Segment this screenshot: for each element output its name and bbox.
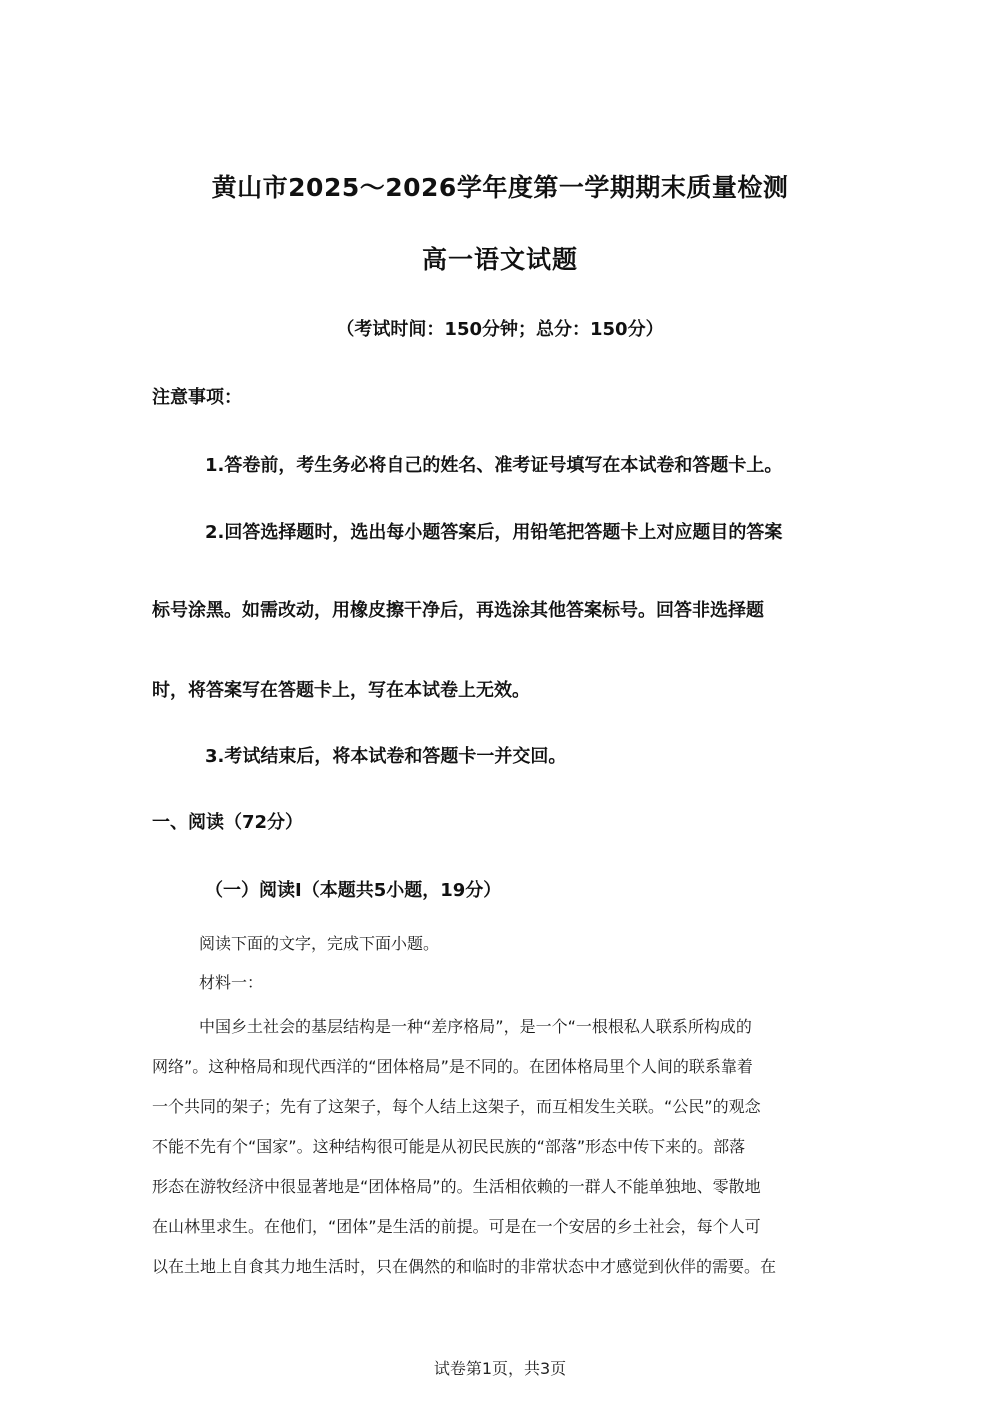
section-heading: 一、阅读（72分） — [152, 812, 304, 833]
passage-line: 网络”。这种格局和现代西洋的“团体格局”是不同的。在团体格局里个人间的联系靠着 — [152, 1057, 753, 1076]
material-label: 材料一： — [199, 973, 264, 992]
notice-item-3: 3.考试结束后，将本试卷和答题卡一并交回。 — [205, 746, 567, 767]
subsection-heading: （一）阅读I（本题共5小题，19分） — [205, 880, 502, 901]
exam-info: （考试时间：150分钟；总分：150分） — [336, 319, 664, 340]
notice-item-1: 1.答卷前，考生务必将自己的姓名、准考证号填写在本试卷和答题卡上。 — [205, 455, 783, 476]
page-footer: 试卷第1页，共3页 — [433, 1359, 567, 1378]
passage-paragraph — [152, 1007, 842, 1287]
reading-instruction: 阅读下面的文字，完成下面小题。 — [199, 934, 440, 953]
passage-line: 不能不先有个“国家”。这种结构很可能是从初民民族的“部落”形态中传下来的。部落 — [152, 1137, 746, 1156]
passage-line: 形态在游牧经济中很显著地是“团体格局”的。生活相依赖的一群人不能单独地、零散地 — [152, 1177, 761, 1196]
notice-item-2-line-1: 2.回答选择题时，选出每小题答案后，用铅笔把答题卡上对应题目的答案 — [205, 522, 783, 543]
notice-item-2-line-3: 时，将答案写在答题卡上，写在本试卷上无效。 — [152, 680, 530, 701]
notice-heading: 注意事项： — [152, 387, 242, 408]
passage-line: 以在土地上自食其力地生活时，只在偶然的和临时的非常状态中才感觉到伙伴的需要。在 — [152, 1257, 777, 1276]
exam-subtitle: 高一语文试题 — [421, 245, 578, 274]
notice-item-2-line-2: 标号涂黑。如需改动，用橡皮擦干净后，再选涂其他答案标号。回答非选择题 — [152, 600, 764, 621]
exam-title: 黄山市2025～2026学年度第一学期期末质量检测 — [211, 173, 789, 202]
passage-line: 中国乡土社会的基层结构是一种“差序格局”，是一个“一根根私人联系所构成的 — [199, 1017, 752, 1036]
passage-line: 一个共同的架子；先有了这架子，每个人结上这架子，而互相发生关联。“公民”的观念 — [152, 1097, 761, 1116]
passage-line: 在山林里求生。在他们，“团体”是生活的前提。可是在一个安居的乡土社会，每个人可 — [152, 1217, 761, 1236]
